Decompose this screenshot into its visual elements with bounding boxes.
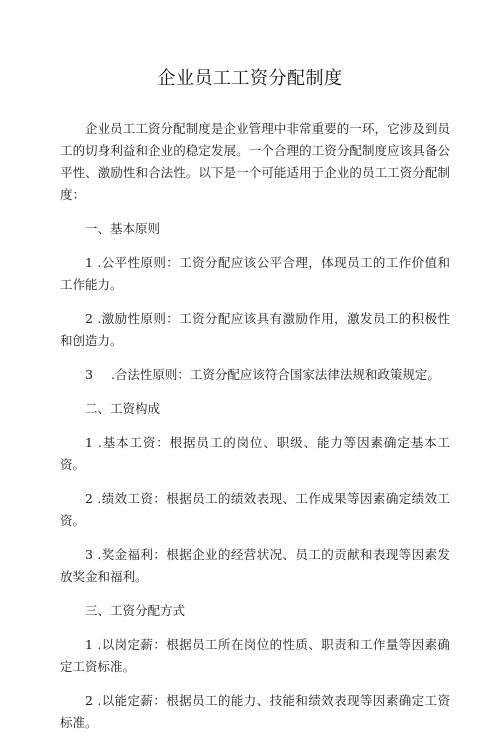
- list-item: [60, 634, 450, 678]
- list-item: [60, 488, 450, 532]
- item-text: .公平性原则：工资分配应该公平合理，体现员工的工作价值和工作能力。: [60, 255, 450, 292]
- intro-paragraph: 企业员工工资分配制度是企业管理中非常重要的一环，它涉及到员工的切身利益和企业的稳定发展。一个合理的工资分配制度应该具备公平性、激励性和合法性。以下是一个可能适用于企业的员工工资分配制度：: [60, 121, 450, 202]
- item-text: .奖金福利：根据企业的经营状况、员工的贡献和表现等因素发放奖金和福利。: [60, 547, 450, 584]
- list-item: [60, 432, 450, 476]
- item-text: .以能定薪：根据员工的能力、技能和绩效表现等因素确定工资标准。: [60, 693, 450, 730]
- item-text: .以岗定薪：根据员工所在岗位的性质、职责和工作量等因素确定工资标准。: [60, 637, 450, 674]
- list-item: [60, 690, 450, 734]
- item-number: 2: [85, 693, 93, 708]
- item-number: 1: [85, 435, 93, 450]
- item-number: 2: [85, 311, 93, 326]
- section-heading-principles: 一、基本原则: [85, 221, 161, 236]
- item-number: 3: [85, 547, 93, 562]
- item-number: 2: [85, 491, 93, 506]
- section-heading-methods: 三、工资分配方式: [85, 603, 186, 618]
- item-text: .绩效工资：根据员工的绩效表现、工作成果等因素确定绩效工资。: [60, 491, 450, 528]
- item-text: .基本工资：根据员工的岗位、职级、能力等因素确定基本工资。: [60, 435, 450, 472]
- document-body: [60, 118, 450, 746]
- item-text: .激励性原则：工资分配应该具有激励作用，激发员工的积极性和创造力。: [60, 311, 450, 348]
- section-heading-composition: 二、工资构成: [85, 401, 161, 416]
- item-number: 3: [85, 367, 93, 382]
- list-item: [60, 252, 450, 296]
- list-item: [60, 364, 450, 386]
- list-item: [60, 308, 450, 352]
- list-item: [60, 544, 450, 588]
- item-number: 1: [85, 255, 93, 270]
- item-number: 1: [85, 637, 93, 652]
- item-text: .合法性原则：工资分配应该符合国家法律法规和政策规定。: [110, 367, 440, 382]
- document-title: 企业员工工资分配制度: [157, 68, 343, 89]
